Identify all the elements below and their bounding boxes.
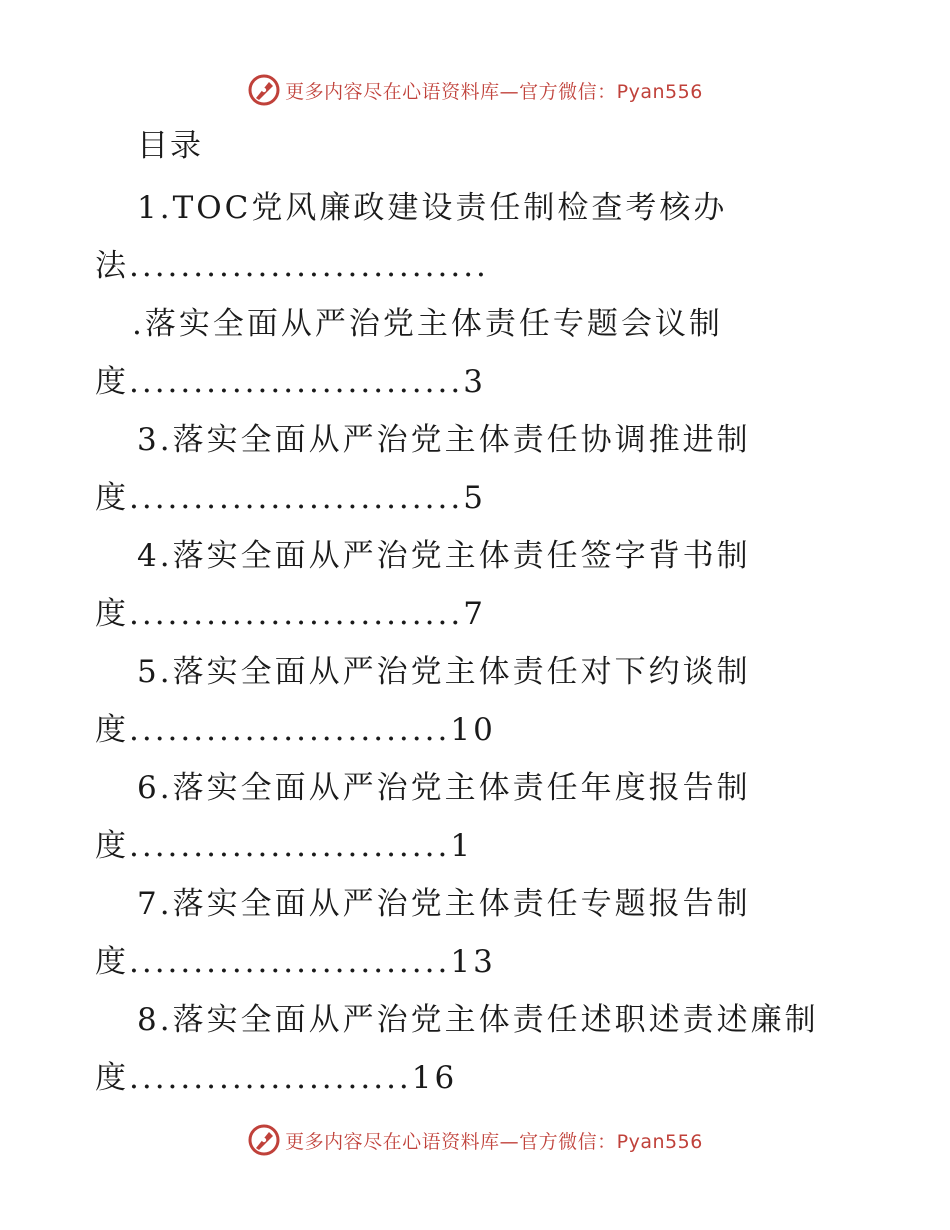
header-banner [0,70,950,110]
toc-entry-5-title: 5.落实全面从严治党主体责任对下约谈制 [137,654,751,690]
toc-entry-6-title: 6.落实全面从严治党主体责任年度报告制 [137,770,751,806]
toc-entry-4-page: 度..........................7 [95,596,486,632]
pen-nib-logo-icon [247,1123,281,1157]
toc-entry-1-page: 法............................ [95,248,489,284]
toc-entry-7-title: 7.落实全面从严治党主体责任专题报告制 [137,886,751,922]
toc-entry-5-page: 度.........................10 [95,712,496,748]
toc-entry-3-title: 3.落实全面从严治党主体责任协调推进制 [137,422,751,458]
toc-entry-6-page: 度.........................1 [95,828,474,864]
toc-entry-2-title: .落实全面从严治党主体责任专题会议制 [132,306,723,342]
banner-text: 更多内容尽在心语资料库—官方微信：Pyan556 [285,80,703,103]
toc-title: 目录 [137,128,203,164]
toc-entry-1-title: 1.TOC党风廉政建设责任制检查考核办 [137,190,728,226]
toc-entry-3-page: 度..........................5 [95,480,486,516]
banner-text: 更多内容尽在心语资料库—官方微信：Pyan556 [285,1130,703,1153]
toc-entry-8-page: 度......................16 [95,1060,458,1096]
footer-banner [0,1120,950,1160]
toc-entry-7-page: 度.........................13 [95,944,496,980]
toc-entry-2-page: 度..........................3 [95,364,486,400]
toc-entry-8-title: 8.落实全面从严治党主体责任述职述责述廉制 [137,1002,819,1038]
pen-nib-logo-icon [247,73,281,107]
toc-entry-4-title: 4.落实全面从严治党主体责任签字背书制 [137,538,751,574]
